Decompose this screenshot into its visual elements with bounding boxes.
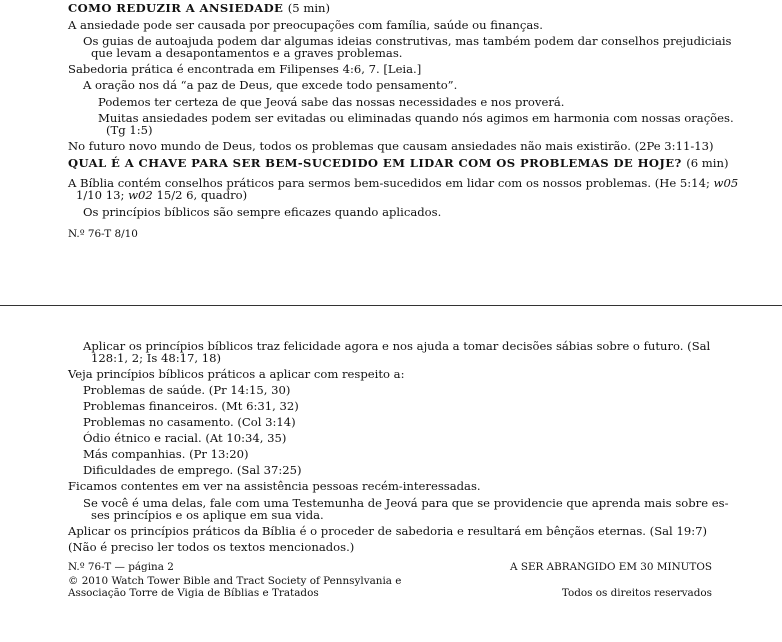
page-one — [0, 0, 782, 305]
point-text: 1/10 13; — [76, 188, 125, 202]
subpoint: Os princípios bíblicos são sempre eficazes quando aplicados. — [83, 205, 442, 219]
reference: w02 — [128, 188, 153, 202]
heading-text: QUAL É A CHAVE PARA SER BEM-SUCEDIDO EM LIDAR COM OS PROBLEMAS DE HOJE? — [68, 156, 682, 170]
reference: w05 — [713, 176, 739, 190]
subpoint-continuation: que levam a desapontamentos e a graves problemas. — [91, 46, 403, 60]
heading-time: (5 min) — [287, 1, 331, 15]
subsubpoint-continuation: (Tg 1:5) — [106, 123, 153, 137]
list-item: Problemas financeiros. (Mt 6:31, 32) — [83, 399, 299, 413]
point-continuation — [76, 189, 247, 201]
footer-page-number: N.º 76-T — página 2 — [68, 561, 174, 573]
subpoint: A oração nos dá “a paz de Deus, que excede todo pensamento”. — [83, 78, 458, 92]
point: Veja princípios bíblicos práticos a aplicar com respeito a: — [68, 367, 405, 381]
subpoint-continuation: 128:1, 2; Is 48:17, 18) — [91, 351, 222, 365]
point: Ficamos contentes em ver na assistência pessoas recém-interessadas. — [68, 479, 481, 493]
point-text: 15/2 6, quadro) — [156, 188, 248, 202]
subsubpoint: Podemos ter certeza de que Jeová sabe das nossas necessidades e nos proverá. — [98, 95, 565, 109]
subpoint-continuation: ses princípios e os aplique em sua vida. — [91, 508, 324, 522]
footer-copyright-2: Associação Torre de Vigia de Bíblias e Tratados — [68, 587, 319, 599]
heading-text: COMO REDUZIR A ANSIEDADE — [68, 1, 284, 15]
subpoint: Aplicar os princípios bíblicos traz felicidade agora e nos ajuda a tomar decisões sábias sobre o futuro. (Sal — [83, 339, 711, 353]
point: No futuro novo mundo de Deus, todos os problemas que causam ansiedades não mais existirão. (2Pe 3:11-13) — [68, 139, 714, 153]
subpoint: Os guias de autoajuda podem dar algumas ideias construtivas, mas também podem dar conselhos prejudiciais — [83, 34, 732, 48]
footer-copyright: © 2010 Watch Tower Bible and Tract Society of Pennsylvania e — [68, 575, 402, 587]
list-item: Ódio étnico e racial. (At 10:34, 35) — [83, 431, 287, 445]
list-item: Dificuldades de emprego. (Sal 37:25) — [83, 463, 302, 477]
point: A ansiedade pode ser causada por preocupações com família, saúde ou finanças. — [68, 18, 543, 32]
heading-time: (6 min) — [686, 156, 729, 170]
list-item: Problemas de saúde. (Pr 14:15, 30) — [83, 383, 291, 397]
point-text: A Bíblia contém conselhos práticos para sermos bem-sucedidos em lidar com os nossos problemas. (He 5:14; — [68, 176, 710, 190]
section-heading-key — [68, 157, 728, 169]
page-footer: N.º 76-T 8/10 — [68, 228, 138, 240]
list-item: Problemas no casamento. (Col 3:14) — [83, 415, 296, 429]
point: Sabedoria prática é encontrada em Filipenses 4:6, 7. [Leia.] — [68, 62, 422, 76]
section-heading-anxiety — [68, 2, 330, 14]
subpoint: Se você é uma delas, fale com uma Testemunha de Jeová para que se providencie que aprenda mais sobre es- — [83, 496, 729, 510]
list-item: Más companhias. (Pr 13:20) — [83, 447, 249, 461]
note: (Não é preciso ler todos os textos mencionados.) — [68, 540, 355, 554]
point: Aplicar os princípios práticos da Bíblia é o proceder de sabedoria e resultará em bênçãos eternas. (Sal 19:7) — [68, 524, 708, 538]
footer-rights: Todos os direitos reservados — [561, 587, 712, 599]
footer-duration: A SER ABRANGIDO EM 30 MINUTOS — [510, 561, 712, 573]
subsubpoint: Muitas ansiedades podem ser evitadas ou eliminadas quando nós agimos em harmonia com nossas orações. — [98, 111, 734, 125]
page-two — [0, 306, 782, 642]
